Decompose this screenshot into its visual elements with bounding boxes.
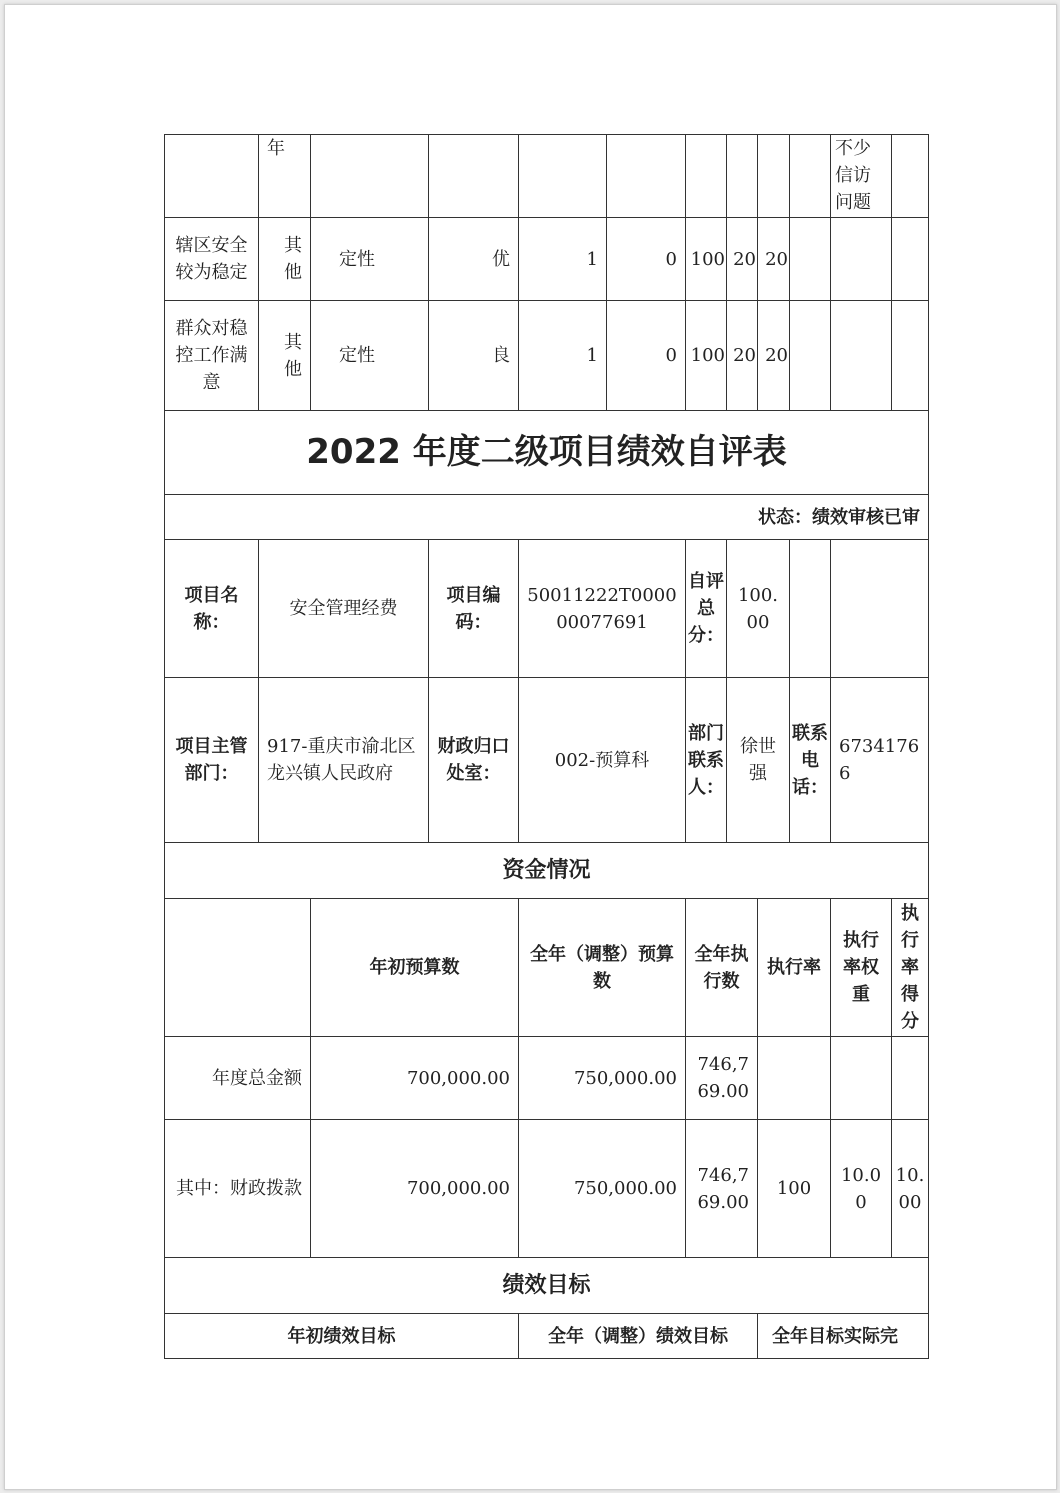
- funds-header-adjusted: 全年（调整）预算数: [519, 899, 686, 1037]
- perf-header-actual: 全年目标实际完: [758, 1314, 929, 1359]
- funds-initial-value: 700,000.00: [311, 1120, 519, 1258]
- contact-label: 部门联系人：: [686, 678, 727, 843]
- funds-rate-value: [758, 1037, 831, 1120]
- finance-office-value: 002-预算科: [519, 678, 686, 843]
- indicator-name: 群众对稳控工作满意: [165, 301, 259, 411]
- table-row: [165, 1120, 929, 1258]
- perf-header-initial: 年初绩效目标: [165, 1314, 519, 1359]
- indicator-standard: 良: [429, 301, 519, 411]
- indicator-nature: 定性: [311, 301, 429, 411]
- self-score-label: 自评总分：: [686, 540, 727, 678]
- funds-rate-value: 100: [758, 1120, 831, 1258]
- indicator-value-1: 1: [519, 301, 607, 411]
- indicator-value-1: 1: [519, 218, 607, 301]
- table-row: [165, 135, 929, 218]
- funds-header-rate: 执行率: [758, 899, 831, 1037]
- phone-value: 67341766: [831, 678, 929, 843]
- funds-header-initial: 年初预算数: [311, 899, 519, 1037]
- finance-office-label: 财政归口处室：: [429, 678, 519, 843]
- funds-score-value: [892, 1037, 929, 1120]
- document-page: [4, 4, 1057, 1490]
- table-row: [165, 1037, 929, 1120]
- perf-header-adjusted: 全年（调整）绩效目标: [519, 1314, 758, 1359]
- contact-value: 徐世强: [727, 678, 790, 843]
- indicator-value-3: 100: [686, 218, 727, 301]
- indicator-type: 其他: [259, 301, 311, 411]
- table-row: [165, 678, 929, 843]
- performance-section-title: 绩效目标: [165, 1258, 929, 1314]
- funds-header-weight: 执行率权重: [831, 899, 892, 1037]
- funds-row-label: 其中：财政拨款: [165, 1120, 311, 1258]
- funds-header-score: 执行率得分: [892, 899, 929, 1037]
- funds-weight-value: 10.00: [831, 1120, 892, 1258]
- funds-executed-value: 746,769.00: [686, 1120, 758, 1258]
- table-row: [165, 301, 929, 411]
- department-label: 项目主管部门：: [165, 678, 259, 843]
- funds-row-label: 年度总金额: [165, 1037, 311, 1120]
- department-value: 917-重庆市渝北区龙兴镇人民政府: [259, 678, 429, 843]
- indicator-nature: 定性: [311, 218, 429, 301]
- table-row: [165, 495, 929, 540]
- table-row: [165, 843, 929, 899]
- indicator-name: 辖区安全较为稳定: [165, 218, 259, 301]
- indicator-period-cell: 年: [259, 135, 311, 218]
- table-row: [165, 1258, 929, 1314]
- indicator-value-4: 20: [727, 218, 758, 301]
- funds-weight-value: [831, 1037, 892, 1120]
- funds-header-executed: 全年执行数: [686, 899, 758, 1037]
- indicator-value-4: 20: [727, 301, 758, 411]
- status-text: 状态：绩效审核已审: [165, 495, 929, 540]
- form-title: 2022 年度二级项目绩效自评表: [165, 411, 929, 495]
- indicator-value-3: 100: [686, 301, 727, 411]
- indicator-value-2: 0: [607, 301, 686, 411]
- funds-adjusted-value: 750,000.00: [519, 1120, 686, 1258]
- funds-initial-value: 700,000.00: [311, 1037, 519, 1120]
- table-row: [165, 218, 929, 301]
- indicator-standard: 优: [429, 218, 519, 301]
- indicator-value-5: 20: [758, 218, 790, 301]
- table-row: [165, 540, 929, 678]
- funds-score-value: 10.00: [892, 1120, 929, 1258]
- project-name-label: 项目名称：: [165, 540, 259, 678]
- indicator-value-5: 20: [758, 301, 790, 411]
- remark-cell: 不少信访问题: [831, 135, 892, 218]
- table-row: [165, 1314, 929, 1359]
- phone-label: 联系电话：: [790, 678, 831, 843]
- project-code-value: 50011222T000000077691: [519, 540, 686, 678]
- funds-executed-value: 746,769.00: [686, 1037, 758, 1120]
- performance-evaluation-table: [164, 134, 929, 1359]
- self-score-value: 100.00: [727, 540, 790, 678]
- table-row: [165, 411, 929, 495]
- funds-section-title: 资金情况: [165, 843, 929, 899]
- project-name-value: 安全管理经费: [259, 540, 429, 678]
- indicator-type: 其他: [259, 218, 311, 301]
- table-row: [165, 899, 929, 1037]
- funds-adjusted-value: 750,000.00: [519, 1037, 686, 1120]
- indicator-value-2: 0: [607, 218, 686, 301]
- project-code-label: 项目编码：: [429, 540, 519, 678]
